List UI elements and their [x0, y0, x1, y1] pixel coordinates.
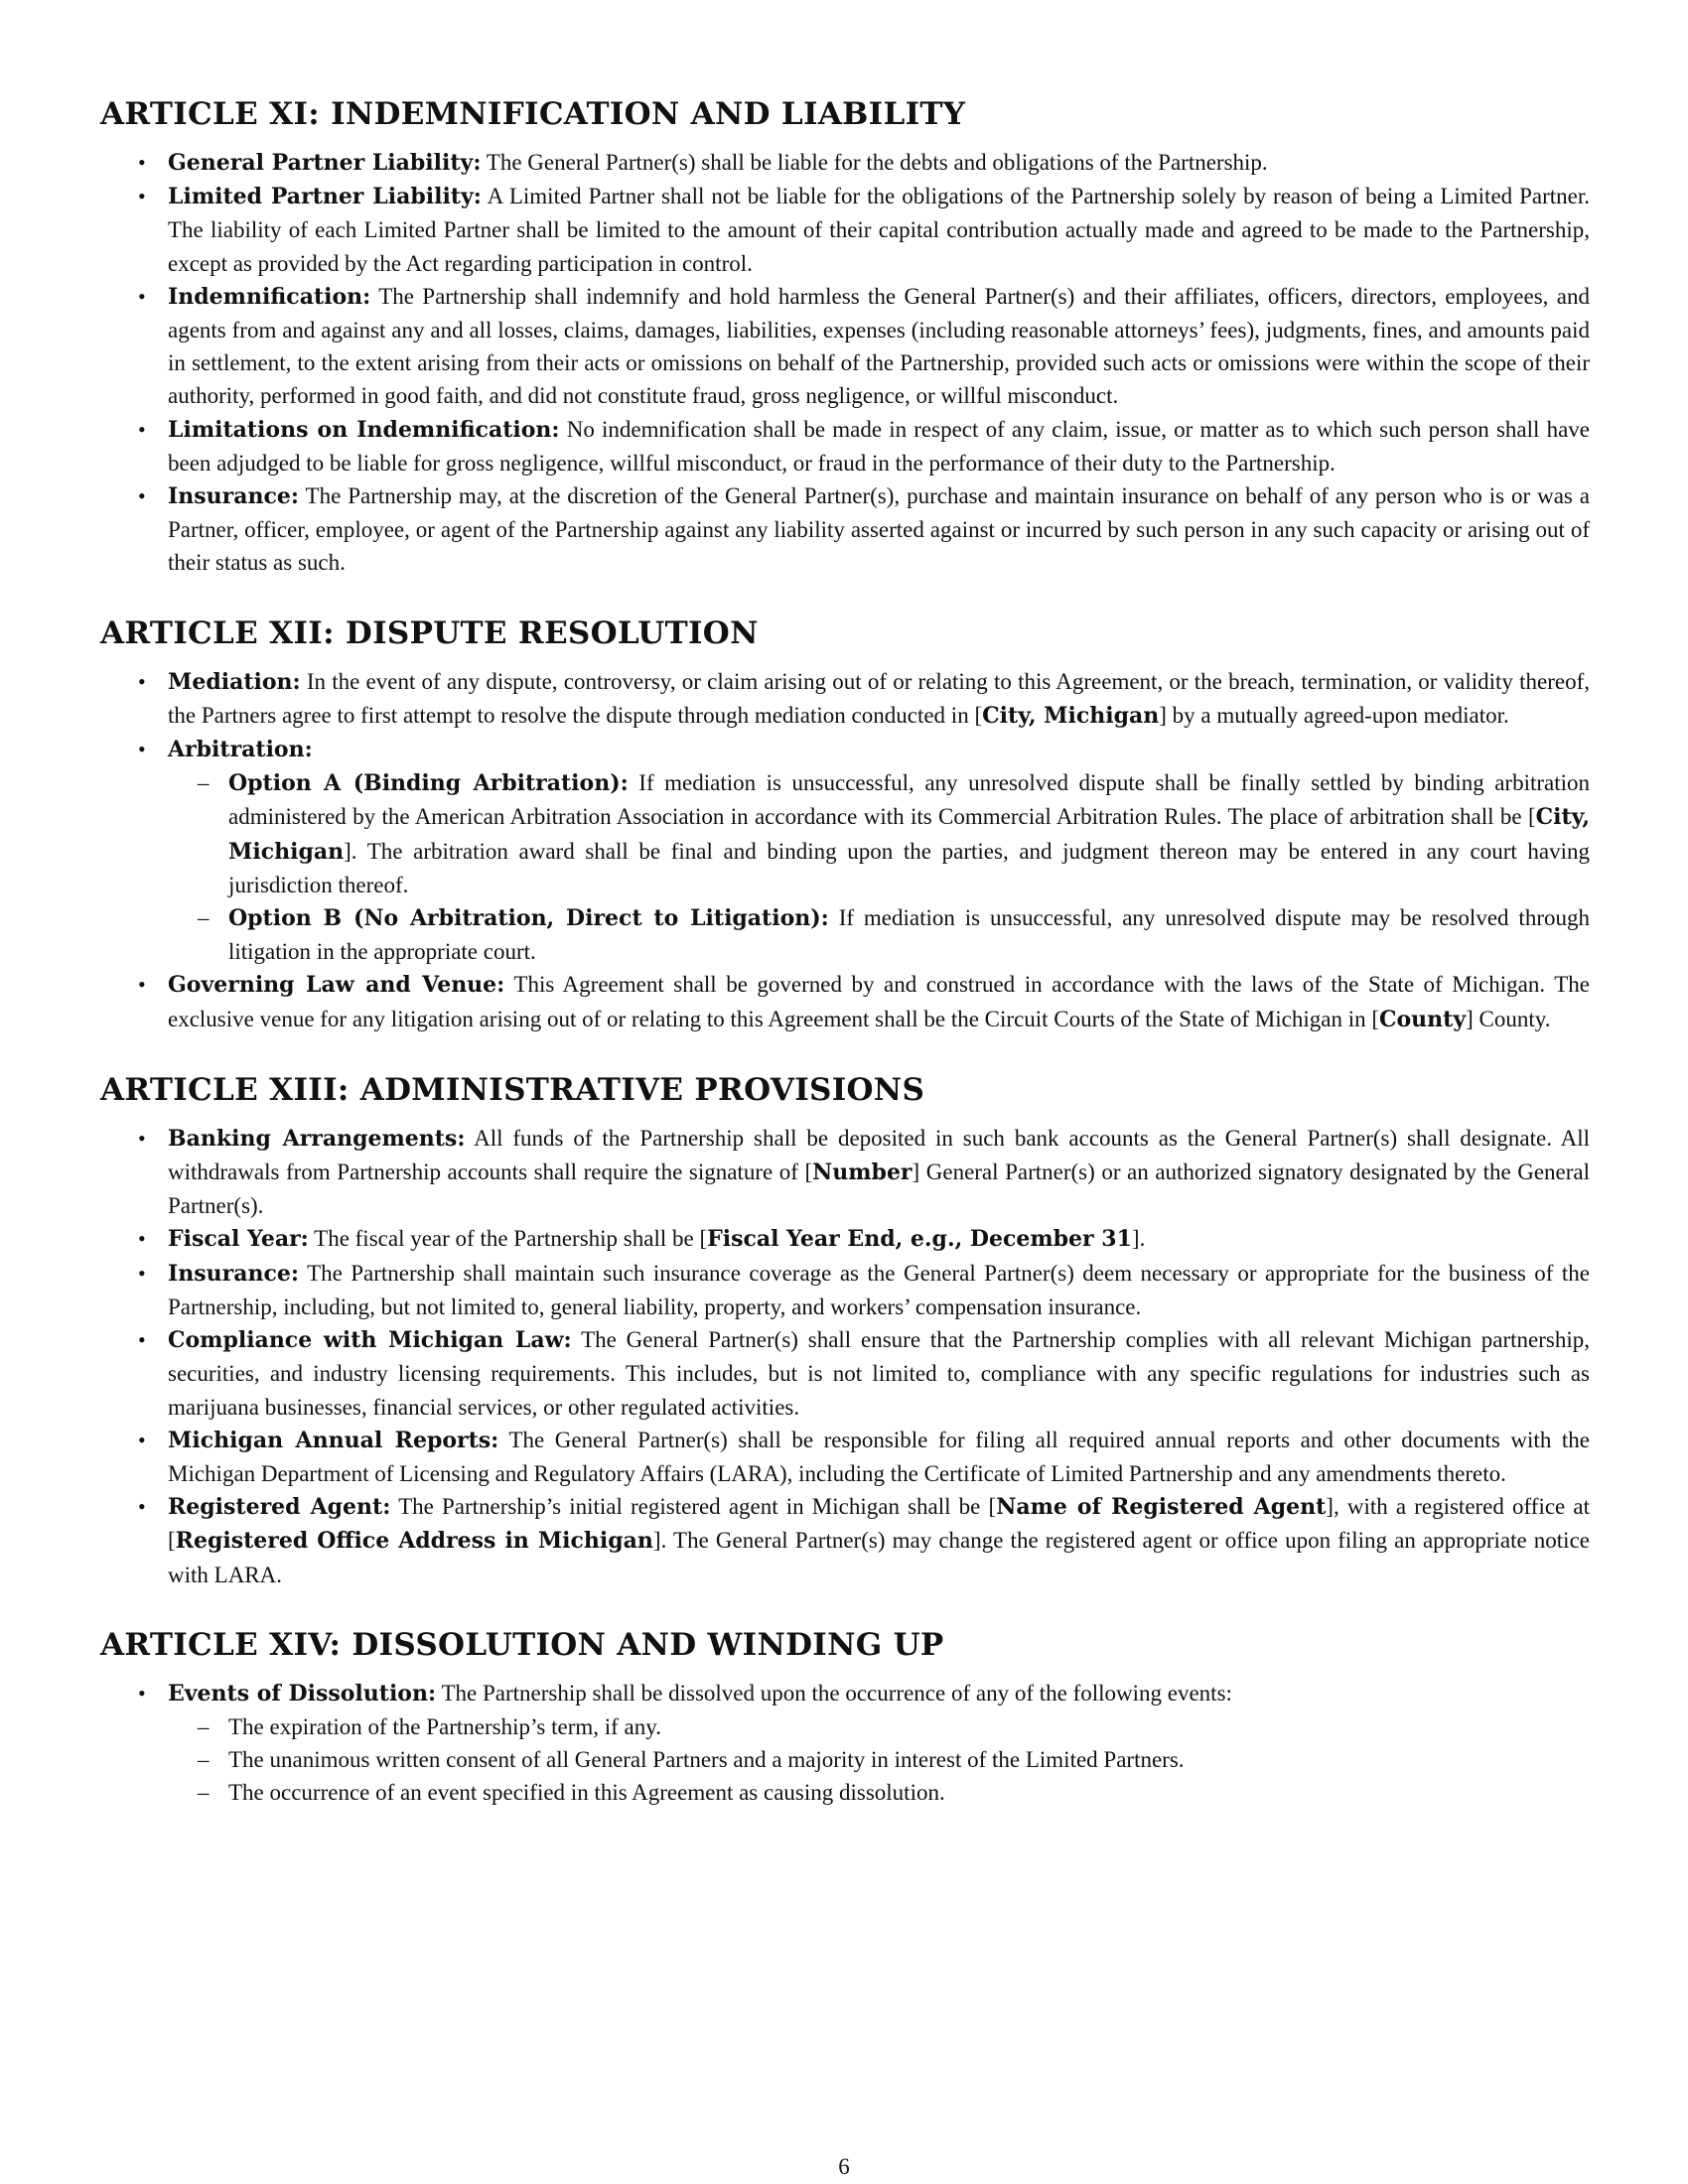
sub-item-option-a — [168, 766, 1590, 901]
item-text: ]. The General Partner(s) may change the registered agent or office upon filing an appropriate notice with LARA. — [168, 1528, 1590, 1587]
item-label: Insurance: — [168, 483, 300, 510]
sub-list — [168, 1710, 1590, 1810]
article-xi — [100, 94, 1590, 580]
sub-item: – The occurrence of an event specified in this Agreement as causing dissolution. — [168, 1776, 1590, 1809]
item-text: The General Partner(s) shall ensure that the Partnership complies with all relevant Michigan partnership, securities, and industry licensing requirements. This includes, but is not limited to, compliance with any specific regulations for industries such as marijuana businesses, financial services, or other regulated activities. — [168, 1327, 1590, 1420]
placeholder-field: Name of Registered Agent — [996, 1494, 1327, 1521]
article-xii — [100, 614, 1590, 1036]
item-text: This Agreement shall be governed by and construed in accordance with the laws of the State of Michigan. The exclusive venue for any litigation arising out of or relating to this Agreement shall be the Circuit Courts of the State of Michigan in [ — [168, 972, 1590, 1031]
item-text: A Limited Partner shall not be liable for the obligations of the Partnership solely by reason of being a Limited Partner. The liability of each Limited Partner shall be limited to the amount of their capital contribution actually made and agreed to be made to the Partnership, except as provided by the Act regarding participation in control. — [168, 184, 1591, 276]
article-list — [100, 665, 1590, 1036]
item-text: ] by a mutually agreed-upon mediator. — [1159, 702, 1509, 728]
placeholder-field: Number — [812, 1160, 913, 1186]
item-label: General Partner Liability: — [168, 150, 482, 176]
item-label: Indemnification: — [168, 283, 371, 310]
article-list — [100, 146, 1590, 580]
placeholder-field: County — [1379, 1006, 1467, 1032]
list-item — [100, 180, 1590, 280]
item-text: If mediation is unsuccessful, any unresolved dispute shall be finally settled by binding arbitration administered by the American Arbitration Association in accordance with its Commercial Arbitration Rules. The place of arbitration shall be [ — [228, 770, 1591, 830]
article-heading: ARTICLE XI: INDEMNIFICATION AND LIABILITY — [100, 96, 966, 132]
item-text: ] County. — [1466, 1006, 1551, 1031]
item-label: Compliance with Michigan Law: — [168, 1327, 572, 1354]
list-item — [100, 146, 1590, 180]
sub-item-option-b — [168, 901, 1590, 968]
item-label: Fiscal Year: — [168, 1226, 309, 1253]
item-text: The Partnership’s initial registered agent in Michigan shall be [ — [398, 1494, 997, 1520]
item-text: In the event of any dispute, controversy, or claim arising out of or relating to this Agreement, or the breach, termination, or validity thereof, the Partners agree to first attempt to resolve the dispute through mediation conducted in [ — [168, 668, 1591, 728]
item-label: Limited Partner Liability: — [168, 184, 482, 210]
list-item-banking — [100, 1122, 1590, 1223]
item-text: The General Partner(s) shall be liable for the debts and obligations of the Partnership. — [486, 150, 1268, 175]
page-content — [100, 94, 1590, 1843]
list-item-fiscal-year — [100, 1222, 1590, 1256]
item-label: Insurance: — [168, 1260, 300, 1287]
placeholder-field: Registered Office Address in Michigan — [175, 1528, 653, 1555]
placeholder-field: City, Michigan — [982, 702, 1160, 729]
item-label: Governing Law and Venue: — [168, 972, 505, 999]
item-label: Option B (No Arbitration, Direct to Litigation): — [228, 905, 829, 932]
item-text: The Partnership shall indemnify and hold harmless the General Partner(s) and their affiliates, officers, directors, employees, and agents from and against any and all losses, claims, damages, liabilities, expenses (including reasonable attorneys’ fees), judgments, fines, and amounts paid in settlement, to the extent arising from their acts or omissions on behalf of the Partnership, provided such acts or omissions were within the scope of their authority, performed in good faith, and did not constitute fraud, gross negligence, or willful misconduct. — [168, 283, 1590, 409]
list-item — [100, 280, 1590, 413]
item-text: ]. The arbitration award shall be final and binding upon the parties, and judgment thereon may be entered in any court having jurisdiction thereof. — [228, 838, 1590, 897]
item-text: ]. — [1131, 1226, 1146, 1252]
list-item-insurance — [100, 1257, 1590, 1323]
item-text: All funds of the Partnership shall be deposited in such bank accounts as the General Partner(s) shall designate. All withdrawals from Partnership accounts shall require the signature of [ — [168, 1125, 1590, 1185]
item-text: No indemnification shall be made in respect of any claim, issue, or matter as to which such person shall have been adjudged to be liable for gross negligence, willful misconduct, or fraud in the performance of their duty to the Partnership. — [168, 416, 1590, 476]
list-item-annual-reports — [100, 1424, 1590, 1490]
sub-item: – The expiration of the Partnership’s term, if any. — [168, 1710, 1590, 1743]
sub-item: – The unanimous written consent of all General Partners and a majority in interest of the Limited Partners. — [168, 1743, 1590, 1776]
article-heading: ARTICLE XIII: ADMINISTRATIVE PROVISIONS — [100, 1071, 925, 1108]
item-label: Option A (Binding Arbitration): — [228, 770, 629, 797]
item-text: ], with a registered office at [ — [168, 1494, 1590, 1554]
list-item-registered-agent — [100, 1490, 1590, 1591]
placeholder-field: City, Michigan — [228, 804, 1590, 865]
list-item — [100, 479, 1590, 580]
article-heading: ARTICLE XII: DISPUTE RESOLUTION — [100, 614, 759, 651]
list-item-events-of-dissolution — [100, 1677, 1590, 1810]
list-item-governing-law — [100, 968, 1590, 1035]
list-item-mediation — [100, 665, 1590, 733]
article-heading: ARTICLE XIV: DISSOLUTION AND WINDING UP — [100, 1626, 944, 1663]
item-label: Banking Arrangements: — [168, 1125, 466, 1152]
item-label: Arbitration: — [168, 737, 313, 763]
item-text: The Partnership shall be dissolved upon the occurrence of any of the following events: — [441, 1680, 1232, 1706]
article-list — [100, 1122, 1590, 1591]
item-text: If mediation is unsuccessful, any unresolved dispute may be resolved through litigation in the appropriate court. — [228, 905, 1590, 965]
item-text: The Partnership may, at the discretion of the General Partner(s), purchase and maintain insurance on behalf of any person who is or was a Partner, officer, employee, or agent of the Partnership against any liability asserted against or incurred by such person in any such capacity or arising out of their status as such. — [168, 483, 1590, 576]
item-label: Limitations on Indemnification: — [168, 416, 560, 443]
item-text: ] General Partner(s) or an authorized signatory designated by the General Partner(s). — [168, 1160, 1591, 1219]
item-label: Michigan Annual Reports: — [168, 1427, 499, 1453]
item-text: The fiscal year of the Partnership shall be [ — [314, 1226, 708, 1252]
list-item-compliance — [100, 1323, 1590, 1424]
sub-list — [168, 766, 1590, 968]
placeholder-field: Fiscal Year End, e.g., December 31 — [707, 1226, 1132, 1253]
item-label: Registered Agent: — [168, 1494, 391, 1521]
list-item — [100, 413, 1590, 479]
item-text: The Partnership shall maintain such insurance coverage as the General Partner(s) deem necessary or appropriate for the business of the Partnership, including, but not limited to, general liability, property, and workers’ compensation insurance. — [168, 1260, 1590, 1319]
page-number: 6 — [838, 2154, 850, 2179]
article-xiv — [100, 1625, 1590, 1810]
item-label: Mediation: — [168, 668, 301, 695]
article-list — [100, 1677, 1590, 1810]
article-xiii — [100, 1070, 1590, 1591]
item-text: The General Partner(s) shall be responsible for filing all required annual reports and other documents with the Michigan Department of Licensing and Regulatory Affairs (LARA), including the Certificate of Limited Partnership and any amendments thereto. — [168, 1427, 1590, 1486]
list-item-arbitration — [100, 733, 1590, 968]
item-label: Events of Dissolution: — [168, 1680, 437, 1706]
